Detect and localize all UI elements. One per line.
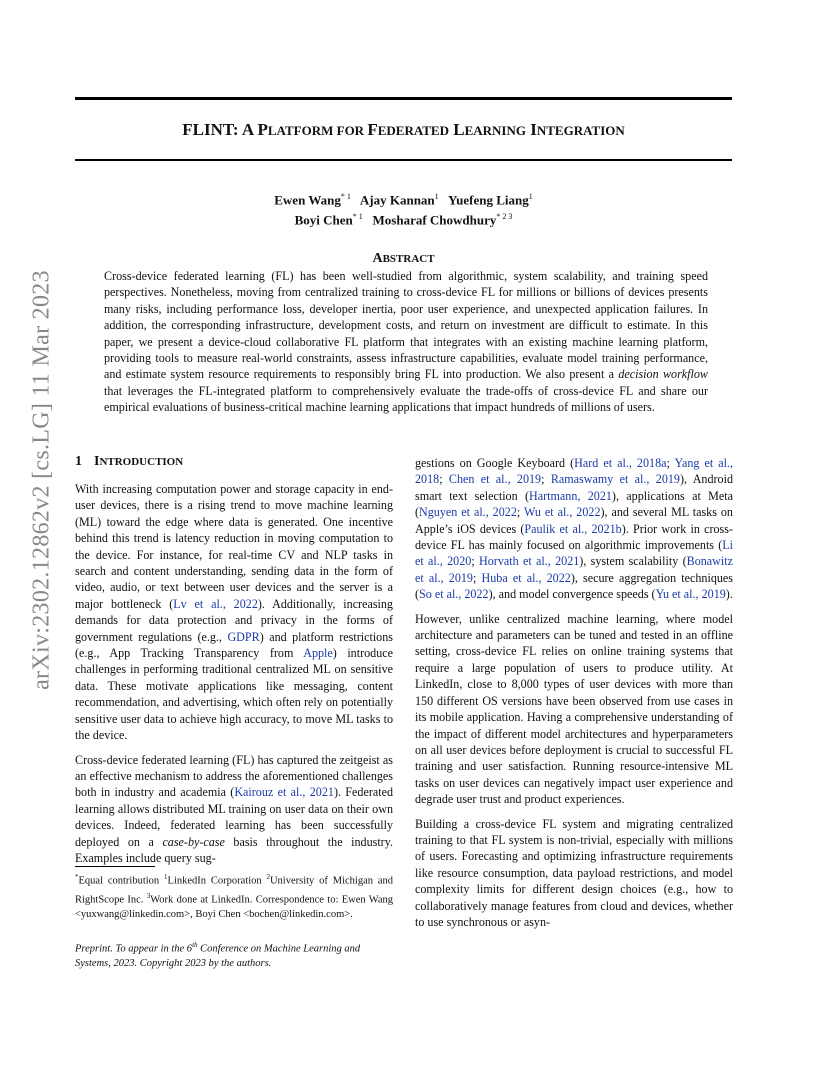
citation-link[interactable]: Huba et al., 2022	[481, 570, 571, 585]
citation-link[interactable]: Ramaswamy et al., 2019	[550, 472, 680, 487]
citation-link[interactable]: Yang et al., 2018	[415, 456, 733, 487]
citation-link[interactable]: Hartmann, 2021	[529, 488, 612, 503]
citation-link[interactable]: GDPR	[227, 629, 260, 644]
citation-link[interactable]: Lv et al., 2022	[173, 596, 258, 611]
author-name: Mosharaf Chowdhury	[372, 212, 497, 228]
author-list: Ewen Wang$^{* 1}$ Ajay Kannan$^1$ Yuefeng Liang$^1$ Boyi Chen$^{* 1}$ Mosharaf Chowdhury$^{* 2 3}$	[274, 192, 533, 228]
left-column	[75, 481, 393, 874]
citation-link[interactable]: Li et al., 2020	[415, 538, 733, 569]
section-heading-introduction: 1 INTRODUCTION	[75, 454, 184, 469]
author-name: Boyi Chen	[294, 212, 353, 228]
citation-link[interactable]: Horvath et al., 2021	[479, 554, 580, 569]
author-name: Yuefeng Liang	[447, 192, 529, 208]
arxiv-side-stamp: arXiv:2302.12862v2 [cs.LG] 11 Mar 2023	[28, 270, 55, 690]
author-name: Ajay Kannan	[359, 192, 435, 208]
paragraph: Cross-device federated learning (FL) has captured the zeitgeist as an effective mechanism to address the aforementioned challenges both in industry and academia (Kairouz et al., 2021). Federated learning allows distributed ML training on user data on their own devices. Indeed, federated learning has been successfully deployed on a case-by-case basis throughout the industry. Examples include query sug-	[75, 752, 393, 865]
footnote: *Equal contribution $^1$LinkedIn Corporation $^2$University of Michigan and RightScope Inc. $^3$Work done at LinkedIn. Correspondence to: Ewen Wang <yuxwang@linkedin.com>, Boyi Chen <bochen@linkedin.com>.	[75, 873, 393, 920]
footnote-rule	[75, 866, 155, 867]
author-name: Ewen Wang	[274, 192, 341, 208]
citation-link[interactable]: Kairouz et al., 2021	[234, 785, 334, 800]
citation-link[interactable]: Apple	[303, 646, 333, 661]
abstract-body: Cross-device federated learning (FL) has been well-studied from algorithmic, system scalability, and training speed perspectives. Nonetheless, moving from centralized training to cross-device FL for millions or billions of devices presents many risks, including performance loss, developer inertia, poor user experience, and unexpected application failures. In addition, the corresponding infrastructure, development costs, and return on investment are difficult to estimate. In this paper, we present a device-cloud collaborative FL platform that integrates with an existing machine learning platform, providing tools to measure real-world constraints, assess infrastructure capabilities, evaluate model training performance, and estimate system resource requirements to responsibly bring FL into production. We also present a decision workflow that leverages the FL-integrated platform to comprehensively evaluate the trade-offs of cross-device FL and share our empirical evaluations of business-critical machine learning applications that impact hundreds of millions of users.	[104, 269, 708, 415]
paper-title: FLINT: A PLATFORM FOR FEDERATED LEARNING INTEGRATION	[182, 120, 625, 139]
title-rule-top	[75, 97, 732, 100]
citation-link[interactable]: Yu et al., 2019	[655, 587, 726, 602]
paragraph: However, unlike centralized machine learning, where model architecture and parameters can be tuned and tested in an offline setting, cross-device FL relies on online training systems that require a large population of users to produce utility. At LinkedIn, close to 8,000 types of user devices with more than 150 different OS versions have been observed from use cases in its mobile application. Having a comprehensive understanding of the impact of different model architectures and hyperparameters on all user devices before deployment is crucial to successful FL training and user satisfaction. Running resource-intensive ML tasks on user devices can negatively impact user experience and degrade user trust and product experiences.	[415, 611, 733, 807]
preprint-note: Preprint. To appear in the 6th Conference on Machine Learning and Systems, 2023. Copyright 2023 by the authors.	[75, 941, 361, 969]
title-rule-bottom	[75, 159, 732, 161]
paragraph: With increasing computation power and storage capacity in end-user devices, there is a rising trend to move machine learning (ML) toward the edge where data is generated. One incentive behind this trend is latency reduction in moving computation to the device. For instance, for real-time CV and NLP tasks in search and content understanding, sending data in the form of video, audio, or text between user devices and the server is a major bottleneck (Lv et al., 2022). Additionally, increasing demands for data protection and privacy in the forms of government regulations (e.g., GDPR) and platform restrictions (e.g., App Tracking Transparency from Apple) introduce challenges in performing traditional centralized ML on sensitive data. These motivate applications like messaging, content recommendation, and advertising, which often rely on potentially sensitive user data to achieve high accuracy, to move ML tasks to the device.	[75, 482, 393, 743]
abstract-heading: ABSTRACT	[372, 251, 435, 266]
citation-link[interactable]: Bonawitz et al., 2019	[415, 554, 733, 585]
right-column	[415, 455, 733, 938]
citation-link[interactable]: Chen et al., 2019	[448, 472, 542, 487]
paragraph: Building a cross-device FL system and migrating centralized training to that FL system is non-trivial, especially with millions of users. Forecasting and optimizing infrastructure requirements like resource consumption, data payload restrictions, and model complexity limits for different design choices (e.g., how to collaboratively manage features from cloud and devices, whether to use synchronous or asyn-	[415, 816, 733, 929]
citation-link[interactable]: Paulik et al., 2021b	[524, 521, 622, 536]
citation-link[interactable]: So et al., 2022	[419, 587, 489, 602]
citation-link[interactable]: Hard et al., 2018a	[574, 456, 667, 470]
citation-link[interactable]: Wu et al., 2022	[523, 505, 601, 520]
citation-link[interactable]: Nguyen et al., 2022	[419, 505, 517, 520]
paragraph: gestions on Google Keyboard (Hard et al., 2018a; Yang et al., 2018; Chen et al., 2019; Ramaswamy et al., 2019), Android smart text selection (Hartmann, 2021), applications at Meta (Nguyen et al., 2022; Wu et al., 2022), and several ML tasks on Apple’s iOS devices (Paulik et al., 2021b). Prior work in cross-device FL has mainly focused on algorithmic improvements (Li et al., 2020; Horvath et al., 2021), system scalability (Bonawitz et al., 2019; Huba et al., 2022), secure aggregation techniques (So et al., 2022), and model convergence speeds (Yu et al., 2019).	[415, 456, 734, 602]
